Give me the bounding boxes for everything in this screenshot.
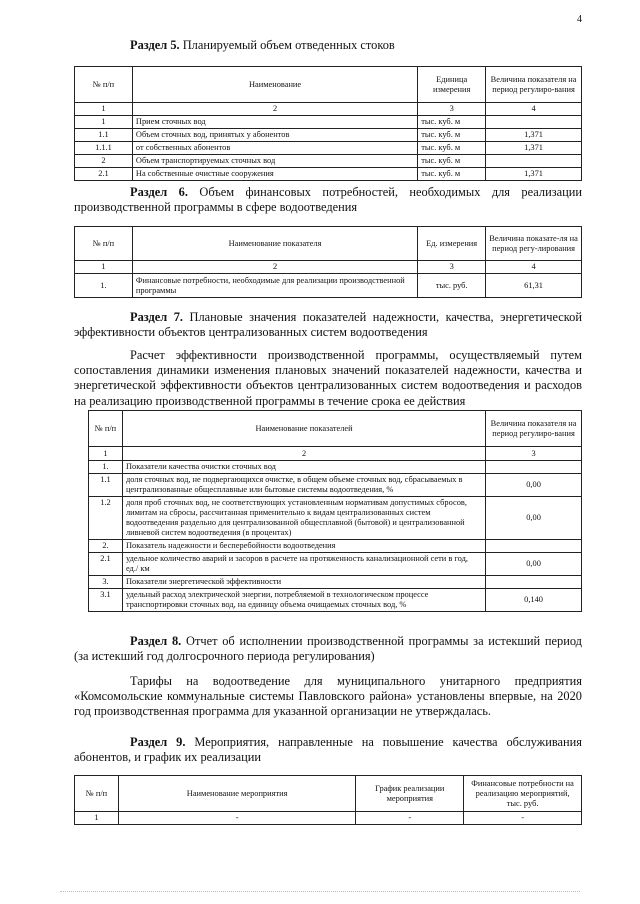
section-5-heading: Раздел 5. Планируемый объем отведенных стоков [130, 38, 395, 52]
header-name: Наименование мероприятия [118, 776, 355, 812]
header-value: Величина показателя на период регулиро-вания [486, 411, 582, 447]
table-section-7: № п/п Наименование показателей Величина показателя на период регулиро-вания 1 2 3 1. Показатели качества очистки сточных вод 1.1 доля сточных вод, не подвергающихся очистке, в общем объеме сточных вод, сбрасываемых в централизованные общесплавные или бытовые системы водоотведения, % 0,00 1.2 доля проб сточных вод, не соответствующих установленным нормативам допустимых сбросов, лимитам на сбросы, рассчитанная применительно к видам централизованных систем водоотведения раздельно для централизованной общесплавной (бытовой) и централизованной ливневой систем водоотведения (в процентах) 0,00 2. Показатель надежности и бесперебойности водоотведения 2.1 удельное количество аварий и засоров в расчете на протяженность канализационной сети в год, ед./ км 0,00 3. Показатели энергетической эффективности 3.1 удельный расход электрической энергии, потребляемой в технологическом процессе транспортировки сточных вод, на единицу объема очищаемых сточных вод, % 0,140 [88, 410, 582, 612]
header-schedule: График реализации мероприятия [356, 776, 464, 812]
section-6-heading: Раздел 6. Объем финансовых потребностей, необходимых для реализации производственной программы в сфере водоотведения [74, 185, 582, 215]
header-value: Величина показате-ля на период регу-лирования [486, 227, 582, 261]
header-num: № п/п [89, 411, 123, 447]
table-row: 1.1.1 от собственных абонентов тыс. куб. м 1,371 [75, 142, 582, 155]
table-row: 1. Финансовые потребности, необходимые для реализации производственной программы тыс. руб. 61,31 [75, 274, 582, 298]
header-num: № п/п [75, 67, 133, 103]
table-section-5 [74, 66, 582, 181]
col-num-3: 3 [418, 103, 486, 116]
header-name: Наименование показателя [132, 227, 417, 261]
bottom-divider [60, 891, 580, 892]
section-8-heading: Раздел 8. Отчет об исполнении производственной программы за истекший период (за истекший год долгосрочного периода регулирования) [74, 634, 582, 664]
section-8-paragraph: Тарифы на водоотведение для муниципального унитарного предприятия «Комсомольские коммунальные системы Павловского района» установлены впервые, на 2020 год производственная программа для указанной организации не утверждалась. [74, 674, 582, 719]
header-unit: Единица измерения [418, 67, 486, 103]
table-section-6: № п/п Наименование показателя Ед. измерения Величина показате-ля на период регу-лирования 1 2 3 4 1. Финансовые потребности, необходимые для реализации производственной программы тыс. руб. 61,31 [74, 226, 582, 298]
table-row: 2 Объем транспортируемых сточных вод тыс. куб. м [75, 155, 582, 168]
section-7-heading: Раздел 7. Плановые значения показателей надежности, качества, энергетической эффективности объектов централизованных систем водоотведения [74, 310, 582, 340]
col-num-1: 1 [75, 103, 133, 116]
table-row: 3. Показатели энергетической эффективности [89, 576, 582, 589]
header-num: № п/п [75, 227, 133, 261]
col-num-4: 4 [486, 103, 582, 116]
table-row: 1.1 доля сточных вод, не подвергающихся очистке, в общем объеме сточных вод, сбрасываемых в централизованные общесплавные или бытовые системы водоотведения, % 0,00 [89, 474, 582, 497]
header-name: Наименование показателей [122, 411, 485, 447]
table-row: 3.1 удельный расход электрической энергии, потребляемой в технологическом процессе транспортировки сточных вод, на единицу объема очищаемых сточных вод, % 0,140 [89, 589, 582, 612]
section-7-paragraph: Расчет эффективности производственной программы, осуществляемый путем сопоставления динамики изменения плановых значений показателей надежности, качества и энергетической эффективности объектов централизованных систем водоотведения и расходов на реализацию производственной программы в течение срока ее действия [74, 348, 582, 408]
table-row: 1. Показатели качества очистки сточных вод [89, 461, 582, 474]
table-row: 2. Показатель надежности и бесперебойности водоотведения [89, 540, 582, 553]
table-row: 1 - - - [75, 812, 582, 825]
header-value: Величина показателя на период регулиро-вания [486, 67, 582, 103]
table-row: 2.1 На собственные очистные сооружения тыс. куб. м 1,371 [75, 168, 582, 181]
header-unit: Ед. измерения [418, 227, 486, 261]
page-number: 4 [577, 14, 582, 25]
header-num: № п/п [75, 776, 119, 812]
table-section-9 [74, 775, 582, 825]
table-row: 2.1 удельное количество аварий и засоров в расчете на протяженность канализационной сети в год, ед./ км 0,00 [89, 553, 582, 576]
col-num-2: 2 [132, 103, 417, 116]
section-9-heading: Раздел 9. Мероприятия, направленные на повышение качества обслуживания абонентов, и график их реализации [74, 735, 582, 765]
table-row: 1.1 Объем сточных вод, принятых у абонентов тыс. куб. м 1,371 [75, 129, 582, 142]
table-row: 1 Прием сточных вод тыс. куб. м [75, 116, 582, 129]
header-finance: Финансовые потребности на реализацию мероприятий, тыс. руб. [464, 776, 582, 812]
table-row: 1.2 доля проб сточных вод, не соответствующих установленным нормативам допустимых сбросов, лимитам на сбросы, рассчитанная применительно к видам централизованных систем водоотведения раздельно для централизованной общесплавной (бытовой) и централизованной ливневой систем водоотведения (в процентах) 0,00 [89, 497, 582, 540]
header-name: Наименование [132, 67, 417, 103]
